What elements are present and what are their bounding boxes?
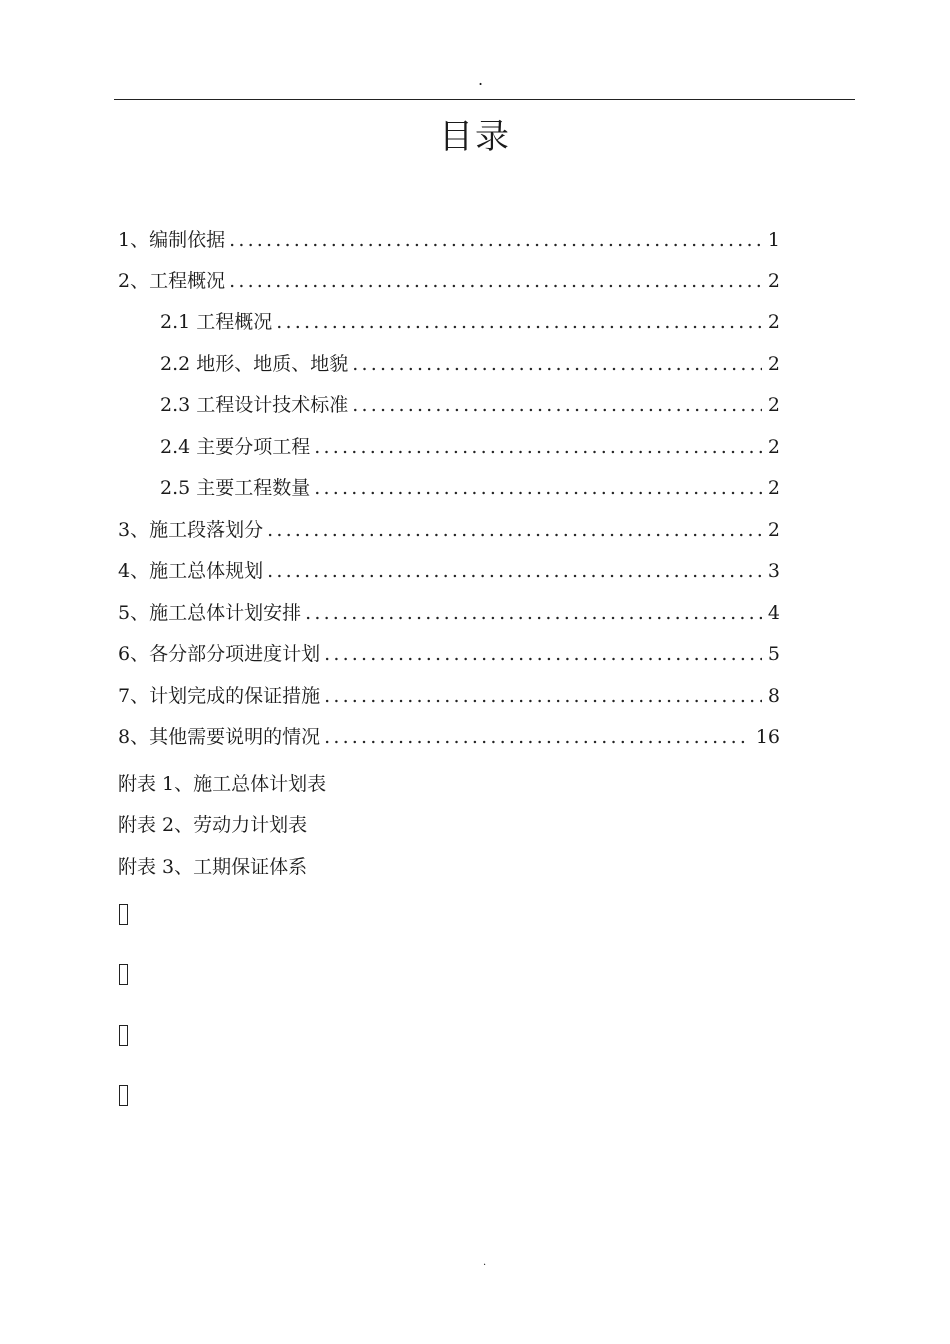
toc-entry[interactable] xyxy=(118,226,780,254)
toc-entry-page: 1 xyxy=(767,229,780,251)
missing-glyph-box xyxy=(119,904,128,925)
header-rule xyxy=(114,99,855,100)
toc-entry-label: 2.4 主要分项工程 xyxy=(160,436,311,458)
toc-entry-label: 2.5 主要工程数量 xyxy=(160,477,311,499)
toc-leader xyxy=(352,391,762,419)
toc-entry-page: 4 xyxy=(767,602,780,624)
missing-glyph-box xyxy=(119,964,128,985)
toc-entry-label: 3、施工段落划分 xyxy=(118,519,264,541)
toc-entry-page: 8 xyxy=(767,685,780,707)
toc-entry-page: 5 xyxy=(767,643,780,665)
toc-leader xyxy=(276,308,762,336)
toc-subentry[interactable] xyxy=(160,308,780,336)
missing-glyph-box xyxy=(119,1025,128,1046)
toc-entry-page: 2 xyxy=(767,311,780,333)
toc-entry-label: 1、编制依据 xyxy=(118,229,226,251)
toc-entry[interactable] xyxy=(118,267,780,295)
toc-leader xyxy=(267,557,762,585)
toc-entry-page: 2 xyxy=(767,270,780,292)
toc-leader xyxy=(324,723,750,751)
toc-leader xyxy=(352,350,762,378)
appendix-item[interactable]: 附表 3、工期保证体系 xyxy=(118,856,308,878)
toc-leader xyxy=(314,474,762,502)
toc-leader xyxy=(229,226,762,254)
toc-entry-label: 2.1 工程概况 xyxy=(160,311,273,333)
toc-entry-page: 2 xyxy=(767,477,780,499)
page-title: 目录 xyxy=(439,117,511,157)
toc-entry-page: 16 xyxy=(755,726,780,748)
toc-entry-page: 2 xyxy=(767,394,780,416)
toc-entry-label: 8、其他需要说明的情况 xyxy=(118,726,321,748)
toc-subentry[interactable] xyxy=(160,350,780,378)
toc-entry-page: 2 xyxy=(767,519,780,541)
toc-leader xyxy=(267,516,762,544)
footer-dot: . xyxy=(483,1257,487,1268)
toc-entry-label: 2.2 地形、地质、地貌 xyxy=(160,353,349,375)
toc-subentry[interactable] xyxy=(160,433,780,461)
toc-entry-label: 2、工程概况 xyxy=(118,270,226,292)
toc-entry-label: 2.3 工程设计技术标准 xyxy=(160,394,349,416)
toc-entry-label: 7、计划完成的保证措施 xyxy=(118,685,321,707)
toc-entry-page: 3 xyxy=(767,560,780,582)
appendix-item[interactable]: 附表 1、施工总体计划表 xyxy=(118,773,327,795)
toc-leader xyxy=(314,433,762,461)
appendix-item[interactable]: 附表 2、劳动力计划表 xyxy=(118,814,308,836)
toc-leader xyxy=(324,682,762,710)
toc-entry-page: 2 xyxy=(767,436,780,458)
toc-entry-label: 6、各分部分项进度计划 xyxy=(118,643,321,665)
missing-glyph-box xyxy=(119,1085,128,1106)
toc-entry[interactable] xyxy=(118,599,780,627)
toc-leader xyxy=(229,267,762,295)
toc-entry[interactable] xyxy=(118,557,780,585)
toc-subentry[interactable] xyxy=(160,474,780,502)
toc-entry-label: 5、施工总体计划安排 xyxy=(118,602,302,624)
toc-leader xyxy=(324,640,762,668)
toc-entry[interactable] xyxy=(118,516,780,544)
toc-entry[interactable] xyxy=(118,682,780,710)
toc-entry-page: 2 xyxy=(767,353,780,375)
toc-subentry[interactable] xyxy=(160,391,780,419)
toc-entry[interactable] xyxy=(118,640,780,668)
toc-entry[interactable] xyxy=(118,723,780,751)
toc-entry-label: 4、施工总体规划 xyxy=(118,560,264,582)
header-dot: . xyxy=(478,70,484,89)
toc-leader xyxy=(305,599,762,627)
